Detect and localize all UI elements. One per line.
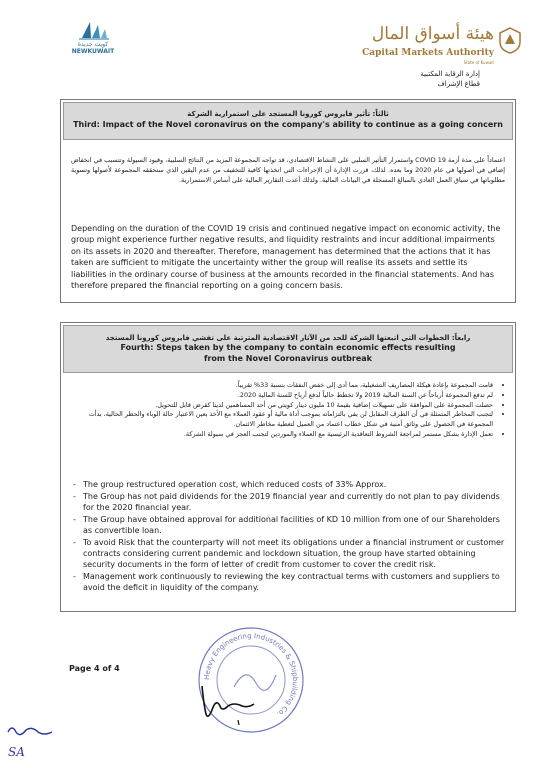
sail-logo-icon: [76, 20, 110, 40]
new-kuwait-logo: [70, 20, 116, 55]
section-title-english-line2: from the Novel Coronavirus outbreak: [203, 354, 372, 363]
cma-emblem-icon: [498, 26, 522, 54]
signature: [198, 676, 258, 726]
new-kuwait-arabic: كويت جديدة: [77, 41, 109, 48]
section-title-arabic: ثالثاً: تأثير فايروس كورونا المستجد على استمرارية الشركة: [187, 110, 389, 118]
list-item: - To avoid Risk that the counterparty will not meet its obligations under a financial instrument or customer contracts considering current pandemic and lockdown situation, the group have started obtaining security documents in the form of letter of credit from customer to cover the credit risk.: [83, 537, 505, 570]
section-header: [63, 102, 513, 140]
new-kuwait-english: NEWKUWAIT: [71, 48, 115, 55]
cma-logo: [362, 24, 522, 68]
list-item: - The Group have obtained approval for additional facilities of KD 10 million from one of our Shareholders as convertible loan.: [83, 514, 505, 536]
department-name: إدارة الرقابة المكتبية: [420, 70, 480, 78]
sector-name: قطاع الإشراف: [437, 80, 480, 88]
list-item: • تعمل الإدارة بشكل مستمر لمراجعة الشروط التعاقدية الرئيسية مع العملاء والموردين لتجنب العجز في سيولة الشركة.: [71, 430, 493, 440]
section-title-english: Third: Impact of the Novel coronavirus on the company's ability to continue as a going concern: [73, 120, 503, 129]
cma-arabic-name: هيئة أسواق المال: [371, 24, 494, 44]
list-item: • حصلت المجموعة على الموافقة على تسهيلات إضافية بقيمة 10 مليون دينار كويتي من أحد المساهمين لدينا كقرض قابل للتحويل.: [71, 401, 493, 411]
list-item: • لم تدفع المجموعة أرباحاً عن السنة المالية 2019 ولا تخطط حالياً لدفع أرباح للسنة المالية 2020.: [71, 391, 493, 401]
list-item: • قامت المجموعة بإعادة هيكلة المصاريف التشغيلية، مما أدى إلى خفض النفقات بنسبة 33% تقريباً.: [71, 381, 493, 391]
english-steps-list: [71, 479, 505, 594]
list-item: - The group restructured operation cost, which reduced costs of 33% Approx.: [83, 479, 505, 490]
arabic-steps-list: [71, 381, 505, 440]
english-paragraph: Depending on the duration of the COVID 19 crisis and continued negative impact on economic activity, the group might experience further negative results, and liquidity restraints and incur additional impairments on its assets in 2020 and thereafter. Therefore, management has determined that the actions that it has taken are sufficient to mitigate the uncertainty wither the group will realise its assets and settle its liabilities in the ordinary course of business at the amounts recorded in the financial statements. And has therefore prepared the financial reporting on a going concern basis.: [71, 224, 501, 291]
list-item: • لتجنب المخاطر المتمثلة في أن الطرف المقابل لن يفي بالتزاماته بموجب أداة مالية أو عقود العملاء مع الأخذ بعين الاعتبار حالة الوباء والحظر الحالية، بدأت المجموعة في الحصول على وثائق أمنية في شكل خطاب اعتماد من العميل لتغطية مخاطر الائتمان.: [71, 410, 493, 430]
arabic-paragraph: اعتماداً على مدة أزمة COVID 19 واستمرار التأثير السلبي على النشاط الاقتصادي، قد تواجه المجموعة المزيد من النتائج السلبية، وقيود السيولة وتتسبب في انخفاض إضافي في أصولها في عام 2020 وما بعده. لذلك، قررت الإدارة أن الإجراءات التي اتخذتها كافية للتخفيف من عدم اليقين الذي ستحققه المجموعة لأصولها وتسوية مطلوباتها في سياق العمل العادي بالمبالغ المسجلة في البيانات المالية. ولذلك أعدت التقارير المالية على أساس الاستمرارية.: [71, 156, 505, 184]
section-header: [63, 325, 513, 373]
section-title-english-line1: Fourth: Steps taken by the company to contain economic effects resulting: [120, 343, 456, 352]
list-item: - The Group has not paid dividends for the 2019 financial year and currently do not plan to pay dividends for the 2020 financial year.: [83, 491, 505, 513]
section-steps-taken: [60, 322, 516, 612]
page-number: Page 4 of 4: [69, 664, 120, 673]
stamp-text: Heavy Engineering Industries & Shipbuilding Co.: [202, 631, 300, 719]
list-item: - Management work continuously to reviewing the key contractual terms with customers and suppliers to avoid the deficit in liquidity of the company.: [83, 571, 505, 593]
section-title-arabic: رابعاً: الخطوات التي اتبعتها الشركة للحد من الآثار الاقتصادية المترتبة على تفشي فايروس كورونا المستجد: [105, 334, 471, 342]
section-going-concern: [60, 99, 516, 303]
initials-text: SA: [8, 745, 25, 759]
cma-english-name: Capital Markets Authority: [362, 48, 494, 58]
cma-subtitle: State of Kuwait: [463, 60, 494, 65]
initials-signature: [6, 720, 56, 766]
